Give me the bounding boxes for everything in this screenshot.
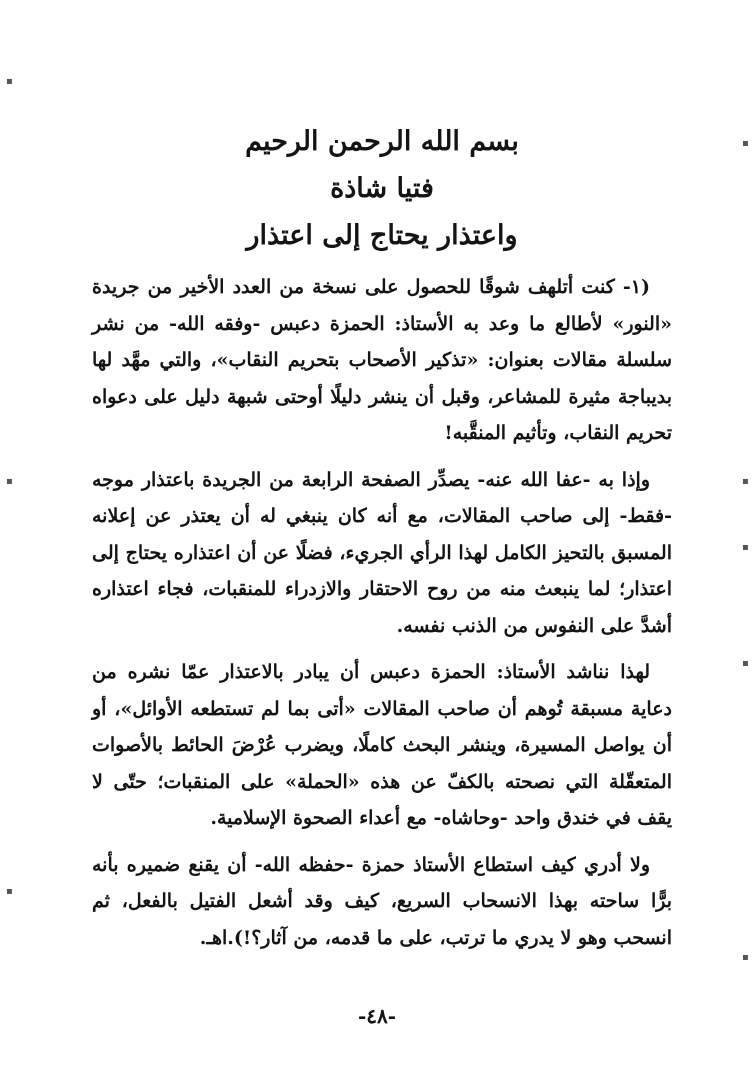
paragraph-2: وإذا به -عفا الله عنه- يصدِّر الصفحة الرابعة من الجريدة باعتذار موجه -فقط- إلى صاحب المقالات، مع أنه كان ينبغي له أن يعتذر عن إعلانه المسبق بالتحيز الكامل لهذا الرأي الجريء، فضلًا عن أن اعتذاره يحتاج إلى اعتذار؛ لما ينبعث منه من روح الاحتقار والازدراء للمنقبات، فجاء اعتذاره أشدَّ على النفوس من الذنب نفسه. <box>92 468 672 637</box>
page-number: -٤٨- <box>357 1004 397 1028</box>
scan-speck: ▪ <box>742 138 749 149</box>
paragraph-1: (١- كنت أتلهف شوقًا للحصول على نسخة من العدد الأخير من جريدة «النور» لأطالع ما وعد به الأستاذ: الحمزة دعبس -وفقه الله- من نشر سلسلة مقالات بعنوان: «تذكير الأصحاب بتحريم النقاب»، والتي مهَّد لها بديباجة مثيرة للمشاعر، وقبل أن ينشر دليلًا أوحتى شبهة دليل على دعواه تحريم النقاب، وتأثيم المنقَّبه! <box>92 276 672 444</box>
title-heading: فتيا شاذة <box>330 173 434 204</box>
document-page <box>92 118 672 966</box>
scan-speck: ▪ <box>742 952 749 963</box>
subtitle-heading: واعتذار يحتاج إلى اعتذار <box>246 220 518 251</box>
scan-speck: ▪ <box>6 76 13 87</box>
scan-speck: ▪ <box>742 476 749 487</box>
scan-speck: ▪ <box>742 542 749 553</box>
scan-speck: ▪ <box>742 658 749 669</box>
paragraph-3: لهذا نناشد الأستاذ: الحمزة دعبس أن يبادر بالاعتذار عمّا نشره من دعاية مسبقة تُوهم أن صاحب المقالات «أتى بما لم تستطعه الأوائل»، أو أن يواصل المسيرة، وينشر البحث كاملًا، ويضرب عُرْضَ الحائط بالأصوات المتعقّلة التي نصحته بالكفّ عن هذه «الحملة» على المنقبات؛ حتّى لا يقف في خندق واحد -وحاشاه- مع أعداء الصحوة الإسلامية. <box>92 661 672 829</box>
scan-speck: ▪ <box>6 886 13 897</box>
basmala-heading: بسم الله الرحمن الرحيم <box>245 126 519 157</box>
paragraph-4: ولا أدري كيف استطاع الأستاذ حمزة -حفظه الله- أن يقنع ضميره بأنه برًّا ساحته بهذا الانسحاب السريع، كيف وقد أشعل الفتيل بالفعل، ثم انسحب وهو لا يدري ما ترتب، على ما قدمه، من آثار؟!).اهـ. <box>92 853 672 949</box>
scan-speck: ▪ <box>6 476 13 487</box>
heading-block <box>92 118 672 259</box>
